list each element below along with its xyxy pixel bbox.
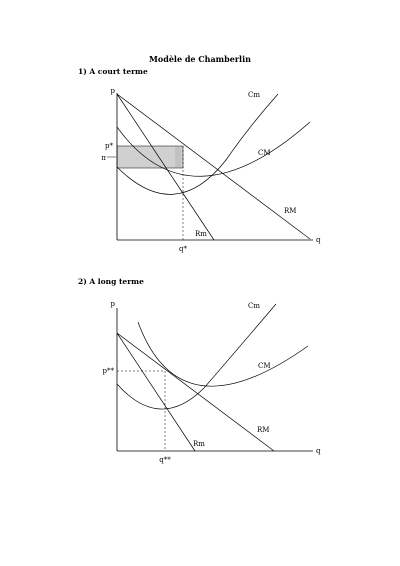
s1-p-star-label: p*	[105, 142, 113, 150]
section1-heading: 1) A court terme	[78, 67, 148, 76]
s2-rm-marginal-curve	[117, 333, 195, 451]
section2-heading: 2) A long terme	[78, 277, 144, 286]
s1-label-CM: CM	[258, 149, 271, 157]
s2-cm-marginal-curve	[117, 304, 276, 409]
s2-label-CM: CM	[258, 362, 271, 370]
s1-cm-marginal-curve	[117, 94, 278, 194]
page-title: Modèle de Chamberlin	[149, 54, 251, 64]
s2-label-Rm: Rm	[193, 440, 205, 448]
s2-q-2star-label: q**	[159, 456, 171, 464]
s1-p-axis-label: p	[110, 87, 115, 95]
s1-label-Cm: Cm	[248, 91, 260, 99]
s2-rm-curve	[117, 333, 274, 451]
s2-q-axis-label: q	[316, 447, 321, 455]
s2-label-Cm: Cm	[248, 302, 260, 310]
s1-q-axis-label: q	[316, 236, 321, 244]
s1-label-Rm: Rm	[195, 230, 207, 238]
s2-cm-average-curve	[138, 322, 308, 386]
s2-p-axis-label: p	[110, 300, 115, 308]
s2-p-2star-label: p**	[102, 367, 114, 375]
s1-label-RM: RM	[284, 207, 297, 215]
profit-area	[117, 146, 183, 168]
s1-q-star-label: q*	[179, 245, 187, 253]
s1-pi-label: π	[101, 154, 106, 162]
s2-label-RM: RM	[257, 426, 270, 434]
